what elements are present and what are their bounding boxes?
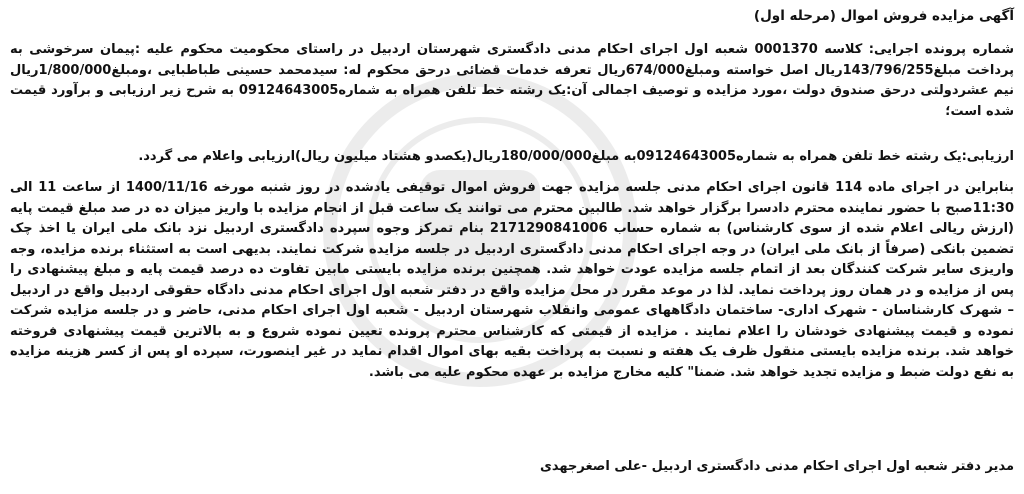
case-details-paragraph: شماره پرونده اجرایی: کلاسه 0001370 شعبه اول اجرای احکام مدنی دادگستری شهرستان اردبیل در راستای محکومیت محکوم علیه :پیمان سرخوشی به پرداخت مبلغ143/796/255ریال اصل خواسته ومبلغ674/000ریال تعرفه خدمات قضائی درحق محکوم له: سیدمحمد حسینی طباطبایی ،ومبلغ1/800/000ریال نیم عشردولتی درحق صندوق دولت ،مورد مزایده و توصیف اجمالی آن:یک رشته خط تلفن همراه به شماره09124643005 به شرح زیر ارزیابی و برآورد قیمت شده است؛ — [10, 42, 1014, 119]
auction-terms-paragraph: بنابراین در اجرای ماده 114 قانون اجرای احکام مدنی جلسه مزایده جهت فروش اموال توقیفی یادشده در روز شنبه مورخه 1400/11/16 از ساعت 11 الی 11:30صبح با حضور نماینده محترم دادسرا برگزار خواهد شد. طالبین محترم می توانند یک ساعت قبل از انجام مزایده با واریز میزان ده در صد مبلغ قیمت پایه (ارزش ریالی اعلام شده از سوی کارشناس) به شماره حساب 2171290841006 بنام تمرکز وجوه سپرده دادگستری اردبیل نزد بانک ملی ایران یا اخذ چک تضمین بانکی (صرفاً از بانک ملی ایران) در وجه اجرای احکام مدنی دادگستری اردبیل در جلسه مزایده شرکت نمایند. بدیهی است به استثناء برنده مزایده، وجه واریزی سایر شرکت کنندگان بعد از اتمام جلسه مزایده عودت خواهد شد. همچنین برنده مزایده بایستی مابین تفاوت ده درصد قیمت پایه و مبلغ پیشنهادی را پس از مزایده و در همان روز پرداخت نماید. لذا در موعد مقرر در محل مزایده واقع در دفتر شعبه اول اجرای احکام مدنی دادگاه حقوقی اردبیل واقع در اردبیل – شهرک کارشناسان - شهرک اداری- ساختمان دادگاههای عمومی وانقلاب شهرستان اردبیل - شعبه اول اجرای احکام مدنی، حاضر و در جلسه مزایده شرکت نموده و قیمت پیشنهادی خودشان را اعلام نمایند . مزایده از قیمتی که کارشناس محترم پرونده تعیین نموده شروع و به بالاترین قیمت پیشنهادی فروخته خواهد شد. برنده مزایده بایستی منقول ظرف یک هفته و نسبت به پرداخت بقیه بهای اموال اقدام نماید در غیر اینصورت، سپرده او پس از کسر هزینه مزایده به نفع دولت ضبط و مزایده تجدید خواهد شد. ضمنا" کلیه مخارج مزایده بر عهده محکوم علیه می باشد. — [10, 180, 1014, 380]
appraisal-paragraph: ارزیابی:یک رشته خط تلفن همراه به شماره09124643005به مبلغ180/000/000ریال(یکصدو هشتاد میلیون ریال)ارزیابی واعلام می گردد. — [138, 149, 1014, 164]
notice-title: آگهی مزایده فروش اموال (مرحله اول) — [753, 8, 1014, 24]
signature-line: مدیر دفتر شعبه اول اجرای احکام مدنی دادگستری اردبیل -علی اصغرجهدی — [539, 459, 1014, 474]
